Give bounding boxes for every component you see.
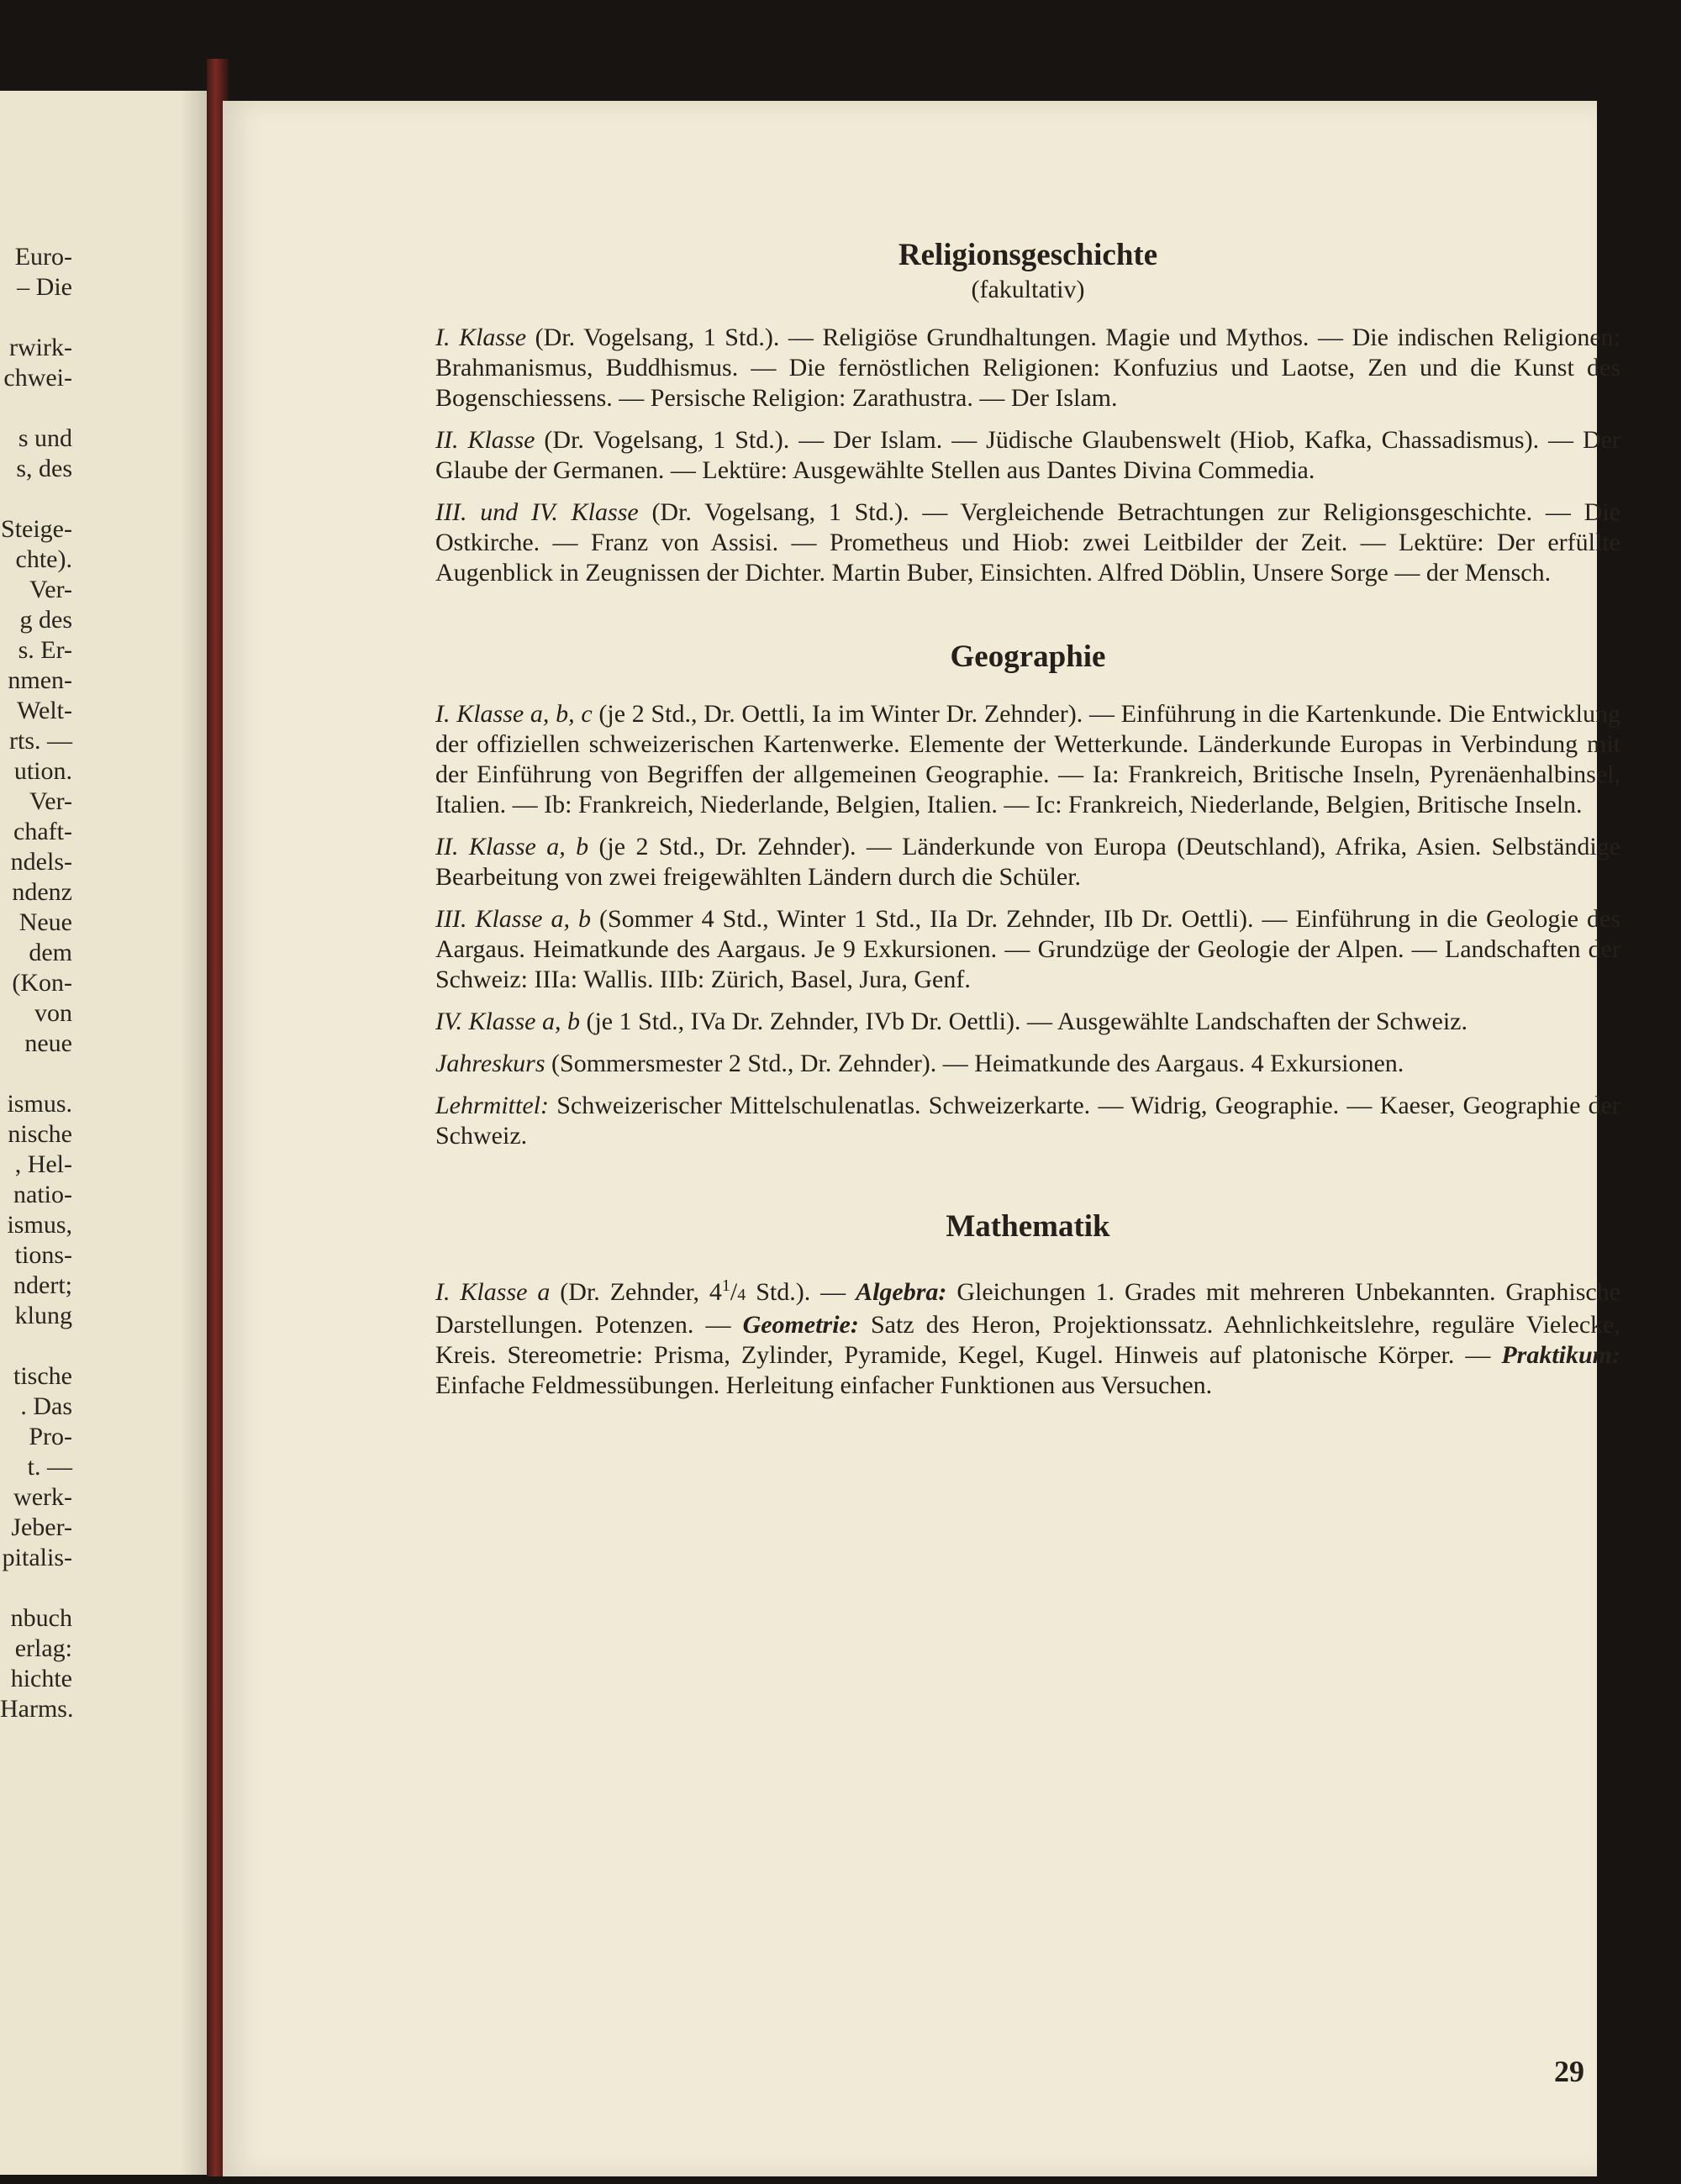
- paragraph-text: Satz des Heron, Projektionssatz. Aehnlichkeitslehre, reguläre Vielecke, Kreis. Stereometrie: Prisma, Zylinder, Pyramide, Kegel, Kugel. Hinweis auf platonische Körper. —: [435, 1311, 1620, 1369]
- left-line: [0, 303, 72, 333]
- paragraph: [435, 1091, 1620, 1151]
- paragraph-text: Schweizerischer Mittelschulenatlas. Schweizerkarte. — Widrig, Geographie. — Kaeser, Geographie der Schweiz.: [435, 1092, 1620, 1150]
- left-line: – Die: [17, 273, 72, 301]
- left-line: hichte: [10, 1665, 72, 1692]
- left-line: Ver-: [29, 576, 72, 603]
- left-line: [0, 1331, 72, 1361]
- left-line: von: [34, 999, 72, 1027]
- left-line: chte).: [15, 545, 72, 573]
- left-line: chwei-: [3, 364, 72, 392]
- paragraph: [435, 323, 1620, 413]
- left-line: g des: [19, 606, 72, 634]
- left-line: ismus.: [7, 1090, 72, 1118]
- left-line: Pro-: [29, 1423, 72, 1450]
- left-page: [0, 91, 214, 2175]
- paragraph-text: (Sommer 4 Std., Winter 1 Std., IIa Dr. Zehnder, IIb Dr. Oettli). — Einführung in die Geologie des Aargaus. Heimatkunde des Aargaus. Je 9 Exkursionen. — Grundzüge der Geologie der Alpen. — Landschaften der Schweiz: IIIa: Wallis. IIIb: Zürich, Basel, Jura, Genf.: [435, 905, 1620, 993]
- left-line: Welt-: [17, 697, 72, 724]
- paragraph-text: Std.). —: [746, 1278, 856, 1306]
- left-line: nmen-: [8, 666, 72, 694]
- page-content: [435, 101, 1620, 1401]
- paragraph-text: (Dr. Zehnder, 4: [550, 1278, 722, 1306]
- section-heading-mathematik: Mathematik: [946, 1209, 1110, 1244]
- left-line: tions-: [14, 1241, 72, 1269]
- left-line: neue: [24, 1029, 72, 1057]
- left-line: chaft-: [13, 818, 72, 845]
- paragraph: [435, 904, 1620, 995]
- right-page: [223, 101, 1621, 2176]
- topic-label-praktikum: Praktikum:: [1501, 1341, 1620, 1369]
- paragraph-lead: III. Klasse a, b: [435, 905, 591, 933]
- paragraph-text: Gleichungen 1. Grades mit mehreren Unbekannten. Graphische Darstellungen. Potenzen. —: [435, 1278, 1620, 1339]
- paragraph-text: (je 2 Std., Dr. Zehnder). — Länderkunde von Europa (Deutschland), Afrika, Asien. Selbständige Bearbeitung von zwei freigewählten Ländern durch die Schüler.: [435, 833, 1620, 891]
- left-line: natio-: [13, 1181, 72, 1208]
- paragraph-text: (je 1 Std., IVa Dr. Zehnder, IVb Dr. Oettli). — Ausgewählte Landschaften der Schweiz.: [579, 1008, 1468, 1035]
- left-line: ndenz: [12, 878, 72, 906]
- left-line: pitalis-: [2, 1544, 72, 1571]
- paragraph-lead: I. Klasse a, b, c: [435, 700, 593, 728]
- paragraph-text: Einfache Feldmessübungen. Herleitung einfacher Funktionen aus Versuchen.: [435, 1371, 1213, 1399]
- section-heading-geographie: Geographie: [950, 639, 1106, 674]
- left-line: [0, 484, 72, 514]
- paragraph-lead: I. Klasse a: [435, 1278, 551, 1306]
- paragraph: [435, 1271, 1620, 1401]
- left-line: s. Er-: [18, 636, 72, 664]
- topic-label-geometrie: Geometrie:: [742, 1311, 859, 1339]
- paragraph: [435, 425, 1620, 486]
- left-line: nische: [8, 1120, 72, 1148]
- left-line: [0, 1059, 72, 1089]
- left-line: s und: [18, 424, 72, 452]
- paragraph-lead: II. Klasse: [435, 426, 535, 454]
- paragraph-text: (Dr. Vogelsang, 1 Std.). — Der Islam. — Jüdische Glaubenswelt (Hiob, Kafka, Chassadismus). — Der Glaube der Germanen. — Lektüre: Ausgewählte Stellen aus Dantes Divina Commedia.: [435, 426, 1620, 484]
- paragraph: [435, 497, 1620, 588]
- left-line: t. —: [27, 1453, 72, 1481]
- fraction-denominator: 4: [737, 1286, 746, 1304]
- left-line: Harms.: [0, 1695, 74, 1723]
- left-line: (Kon-: [12, 969, 72, 997]
- paragraph-text: (Dr. Vogelsang, 1 Std.). — Religiöse Grundhaltungen. Magie und Mythos. — Die indischen Religionen: Brahmanismus, Buddhismus. — Die fernöstlichen Religionen: Konfuzius und Laotse, Zen und die Kunst des Bogenschiessens. — Persische Religion: Zarathustra. — Der Islam.: [435, 324, 1621, 412]
- paragraph: [435, 1049, 1620, 1079]
- left-line: [0, 1573, 72, 1603]
- topic-label-algebra: Algebra:: [856, 1278, 947, 1306]
- paragraph-lead: Lehrmittel:: [435, 1092, 549, 1119]
- left-line: ution.: [13, 757, 72, 785]
- paragraph-lead: III. und IV. Klasse: [435, 498, 639, 526]
- left-line: dem: [29, 939, 72, 966]
- fraction-numerator: 1: [721, 1276, 730, 1295]
- left-line: rts. —: [9, 727, 72, 755]
- paragraph: [435, 699, 1620, 820]
- paragraph-text: (je 2 Std., Dr. Oettli, Ia im Winter Dr. Zehnder). — Einführung in die Kartenkunde. Die Entwicklung der offiziellen schweizerischen Kartenwerke. Elemente der Wetterkunde. Länderkunde Europas in Verbindung mit der Einführung von Begriffen der allgemeinen Geographie. — Ia: Frankreich, Britische Inseln, Pyrenäenhalbinsel, Italien. — Ib: Frankreich, Niederlande, Belgien, Italien. — Ic: Frankreich, Niederlande, Belgien, Britische Inseln.: [435, 700, 1620, 818]
- left-line: . Das: [20, 1392, 72, 1420]
- section-subtitle: (fakultativ): [971, 276, 1085, 303]
- left-line: Ver-: [29, 787, 72, 815]
- paragraph-text: (Dr. Vogelsang, 1 Std.). — Vergleichende Betrachtungen zur Religionsgeschichte. — Die Ostkirche. — Franz von Assisi. — Prometheus und Hiob: zwei Leitbilder der Zeit. — Lektüre: Der erfüllte Augenblick in Zeugnissen der Dichter. Martin Buber, Einsichten. Alfred Döblin, Unsere Sorge — der Mensch.: [435, 498, 1620, 587]
- paragraph-lead: IV. Klasse a, b: [435, 1008, 580, 1035]
- page-number: 29: [1554, 2055, 1584, 2088]
- left-line: Euro-: [14, 243, 72, 271]
- left-line: Neue: [18, 908, 72, 936]
- paragraph-lead: I. Klasse: [435, 324, 527, 351]
- paragraph-text: (Sommersmester 2 Std., Dr. Zehnder). — Heimatkunde des Aargaus. 4 Exkursionen.: [545, 1050, 1404, 1077]
- left-line: werk-: [13, 1483, 72, 1511]
- left-line: s, des: [16, 455, 72, 482]
- left-line: , Hel-: [14, 1150, 72, 1178]
- left-line: ismus,: [7, 1211, 72, 1239]
- left-line: nbuch: [10, 1604, 72, 1632]
- left-line: rwirk-: [9, 334, 72, 361]
- left-line: ndert;: [13, 1271, 72, 1299]
- left-line: Steige-: [1, 515, 72, 543]
- section-heading-religionsgeschichte: Religionsgeschichte: [898, 238, 1158, 272]
- left-line: ndels-: [10, 848, 72, 876]
- paragraph-lead: Jahreskurs: [435, 1050, 545, 1077]
- paragraph: [435, 1007, 1620, 1037]
- left-line: klung: [14, 1302, 72, 1329]
- left-line: erlag:: [14, 1634, 72, 1662]
- fraction-slash: /: [730, 1278, 738, 1306]
- left-line: [0, 393, 72, 424]
- paragraph: [435, 832, 1620, 892]
- paragraph-lead: II. Klasse a, b: [435, 833, 589, 860]
- left-line: tische: [13, 1362, 72, 1390]
- left-line: Jeber-: [11, 1513, 72, 1541]
- left-page-text-fragments: [0, 242, 72, 1724]
